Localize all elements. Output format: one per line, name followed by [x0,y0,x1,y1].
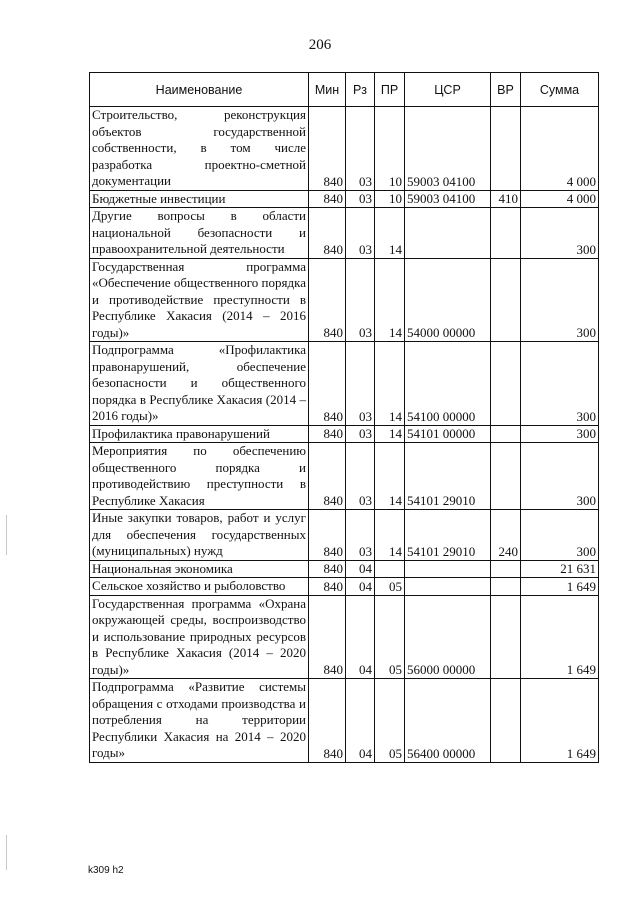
row-rz: 03 [346,510,375,561]
header-csr: ЦСР [405,73,491,107]
table-row [90,443,599,510]
row-name: Подпрограмма «Развитие системы обращения с отходами производства и потребления на территории Республики Хакасия на 2014 – 2020 годы» [90,679,309,763]
row-csr: 59003 04100 [405,107,491,191]
row-sum: 4 000 [521,107,599,191]
row-vr [491,560,521,578]
row-rz: 04 [346,595,375,679]
table-header-row [90,73,599,107]
table-row [90,208,599,259]
row-sum: 300 [521,342,599,426]
row-csr: 54100 00000 [405,342,491,426]
row-sum: 1 649 [521,595,599,679]
footer-code: k309 h2 [88,865,124,876]
margin-binding-mark [6,515,7,555]
row-min: 840 [309,190,346,208]
row-csr: 56000 00000 [405,595,491,679]
row-sum: 1 649 [521,578,599,596]
row-csr: 54101 29010 [405,443,491,510]
row-min: 840 [309,560,346,578]
row-vr: 410 [491,190,521,208]
row-csr [405,208,491,259]
row-pr: 05 [375,595,405,679]
row-name: Строительство, реконструкция объектов государственной собственности, в том числе разработка проектно-сметной документации [90,107,309,191]
table-row [90,560,599,578]
row-min: 840 [309,208,346,259]
row-vr [491,578,521,596]
row-pr: 14 [375,342,405,426]
row-min: 840 [309,258,346,342]
row-pr: 05 [375,679,405,763]
row-rz: 03 [346,258,375,342]
row-name: Бюджетные инвестиции [90,190,309,208]
table-row [90,258,599,342]
budget-table [89,72,599,763]
row-sum: 300 [521,258,599,342]
row-sum: 300 [521,443,599,510]
row-csr: 59003 04100 [405,190,491,208]
row-min: 840 [309,679,346,763]
row-vr [491,258,521,342]
row-vr [491,679,521,763]
row-rz: 03 [346,425,375,443]
row-name: Подпрограмма «Профилактика правонарушений, обеспечение безопасности и общественного порядка в Республике Хакасия (2014 – 2016 годы)» [90,342,309,426]
table-row [90,595,599,679]
row-vr [491,208,521,259]
row-sum: 300 [521,425,599,443]
row-csr [405,560,491,578]
row-rz: 04 [346,560,375,578]
row-pr: 10 [375,107,405,191]
row-name: Другие вопросы в области национальной безопасности и правоохранительной деятельности [90,208,309,259]
header-sum: Сумма [521,73,599,107]
table-row [90,679,599,763]
header-min: Мин [309,73,346,107]
row-name: Государственная программа «Обеспечение общественного порядка и противодействие преступности в Республике Хакасия (2014 – 2016 годы)» [90,258,309,342]
row-vr: 240 [491,510,521,561]
row-min: 840 [309,510,346,561]
table-row [90,510,599,561]
table-row [90,578,599,596]
row-vr [491,595,521,679]
table-row [90,342,599,426]
margin-binding-mark [6,835,7,870]
row-min: 840 [309,443,346,510]
row-min: 840 [309,342,346,426]
row-csr: 56400 00000 [405,679,491,763]
row-vr [491,107,521,191]
row-min: 840 [309,107,346,191]
row-sum: 1 649 [521,679,599,763]
row-min: 840 [309,595,346,679]
table-row [90,107,599,191]
row-pr: 14 [375,425,405,443]
row-rz: 03 [346,443,375,510]
header-rz: Рз [346,73,375,107]
row-csr [405,578,491,596]
row-pr: 14 [375,208,405,259]
row-name: Мероприятия по обеспечению общественного порядка и противодействию преступности в Республике Хакасия [90,443,309,510]
table-row [90,190,599,208]
row-min: 840 [309,425,346,443]
row-rz: 03 [346,208,375,259]
row-csr: 54101 29010 [405,510,491,561]
row-csr: 54000 00000 [405,258,491,342]
row-min: 840 [309,578,346,596]
header-vr: ВР [491,73,521,107]
row-pr: 14 [375,510,405,561]
header-pr: ПР [375,73,405,107]
row-rz: 03 [346,190,375,208]
row-name: Сельское хозяйство и рыболовство [90,578,309,596]
row-vr [491,342,521,426]
row-sum: 300 [521,510,599,561]
row-name: Государственная программа «Охрана окружающей среды, воспроизводство и использование природных ресурсов в Республике Хакасия (2014 – 2020 годы)» [90,595,309,679]
row-pr [375,560,405,578]
row-rz: 03 [346,107,375,191]
row-vr [491,443,521,510]
row-csr: 54101 00000 [405,425,491,443]
table-row [90,425,599,443]
row-pr: 05 [375,578,405,596]
row-rz: 04 [346,578,375,596]
row-name: Иные закупки товаров, работ и услуг для обеспечения государственных (муниципальных) нужд [90,510,309,561]
row-rz: 04 [346,679,375,763]
row-pr: 10 [375,190,405,208]
row-name: Национальная экономика [90,560,309,578]
row-sum: 300 [521,208,599,259]
row-rz: 03 [346,342,375,426]
page-number: 206 [308,37,332,53]
row-sum: 4 000 [521,190,599,208]
row-pr: 14 [375,443,405,510]
header-name: Наименование [90,73,309,107]
row-name: Профилактика правонарушений [90,425,309,443]
row-sum: 21 631 [521,560,599,578]
row-vr [491,425,521,443]
row-pr: 14 [375,258,405,342]
